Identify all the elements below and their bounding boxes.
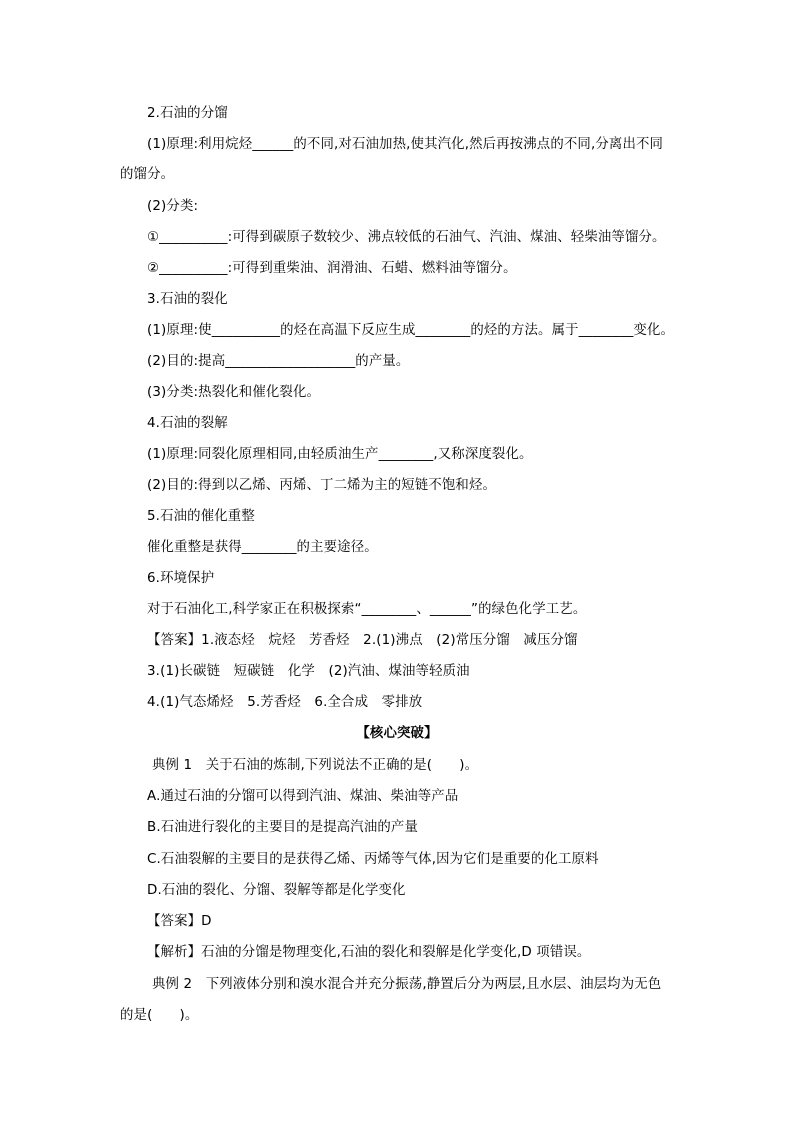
reforming-text: 催化重整是获得________的主要途径。	[147, 540, 378, 555]
core-breakthrough-heading: 【核心突破】	[356, 726, 438, 741]
example-1-option-c: C.石油裂解的主要目的是获得乙烯、丙烯等气体,因为它们是重要的化工原料	[147, 852, 599, 867]
distillation-type-1: ①__________:可得到碳原子数较少、沸点较低的石油气、汽油、煤油、轻柴油等馏分。	[147, 230, 666, 245]
section-heading-deep-cracking: 4.石油的裂解	[147, 416, 228, 431]
section-heading-distillation: 2.石油的分馏	[147, 106, 228, 121]
deep-cracking-principle: (1)原理:同裂化原理相同,由轻质油生产________,又称深度裂化。	[147, 447, 533, 462]
distillation-type-2: ②__________:可得到重柴油、润滑油、石蜡、燃料油等馏分。	[147, 261, 517, 276]
example-2-question-line1: 典例 2 下列液体分别和溴水混合并充分振荡,静置后分为两层,且水层、油层均为无色	[152, 977, 662, 992]
section-heading-reforming: 5.石油的催化重整	[147, 509, 255, 524]
cracking-purpose: (2)目的:提高___________________的产量。	[147, 354, 410, 369]
environment-text: 对于石油化工,科学家正在积极探索“________、______”的绿色化学工艺。	[147, 602, 587, 617]
cracking-principle: (1)原理:使__________的烃在高温下反应生成________的烃的方法。属于________变化。	[147, 323, 675, 338]
example-1-option-b: B.石油进行裂化的主要目的是提高汽油的产量	[147, 820, 419, 835]
answer-line-1: 【答案】1.液态烃 烷烃 芳香烃 2.(1)沸点 (2)常压分馏 减压分馏	[147, 633, 578, 648]
example-1-option-a: A.通过石油的分馏可以得到汽油、煤油、柴油等产品	[147, 789, 459, 804]
distillation-principle-line1: (1)原理:利用烷烃______的不同,对石油加热,使其汽化,然后再按沸点的不同,分离出不同	[147, 137, 664, 152]
section-heading-cracking: 3.石油的裂化	[147, 292, 228, 307]
answer-line-2: 3.(1)长碳链 短碳链 化学 (2)汽油、煤油等轻质油	[147, 664, 470, 679]
distillation-classification-label: (2)分类:	[147, 199, 199, 214]
example-2-question-line2: 的是( )。	[120, 1008, 199, 1023]
example-1-option-d: D.石油的裂化、分馏、裂解等都是化学变化	[147, 883, 406, 898]
deep-cracking-purpose: (2)目的:得到以乙烯、丙烯、丁二烯为主的短链不饱和烃。	[147, 478, 497, 493]
answer-line-3: 4.(1)气态烯烃 5.芳香烃 6.全合成 零排放	[147, 695, 423, 710]
distillation-principle-line2: 的馏分。	[120, 167, 175, 182]
example-1-answer: 【答案】D	[147, 914, 212, 929]
example-1-analysis: 【解析】石油的分馏是物理变化,石油的裂化和裂解是化学变化,D 项错误。	[147, 945, 591, 960]
example-1-question: 典例 1 关于石油的炼制,下列说法不正确的是( )。	[152, 758, 479, 773]
section-heading-environment: 6.环境保护	[147, 571, 215, 586]
cracking-classification: (3)分类:热裂化和催化裂化。	[147, 385, 321, 400]
